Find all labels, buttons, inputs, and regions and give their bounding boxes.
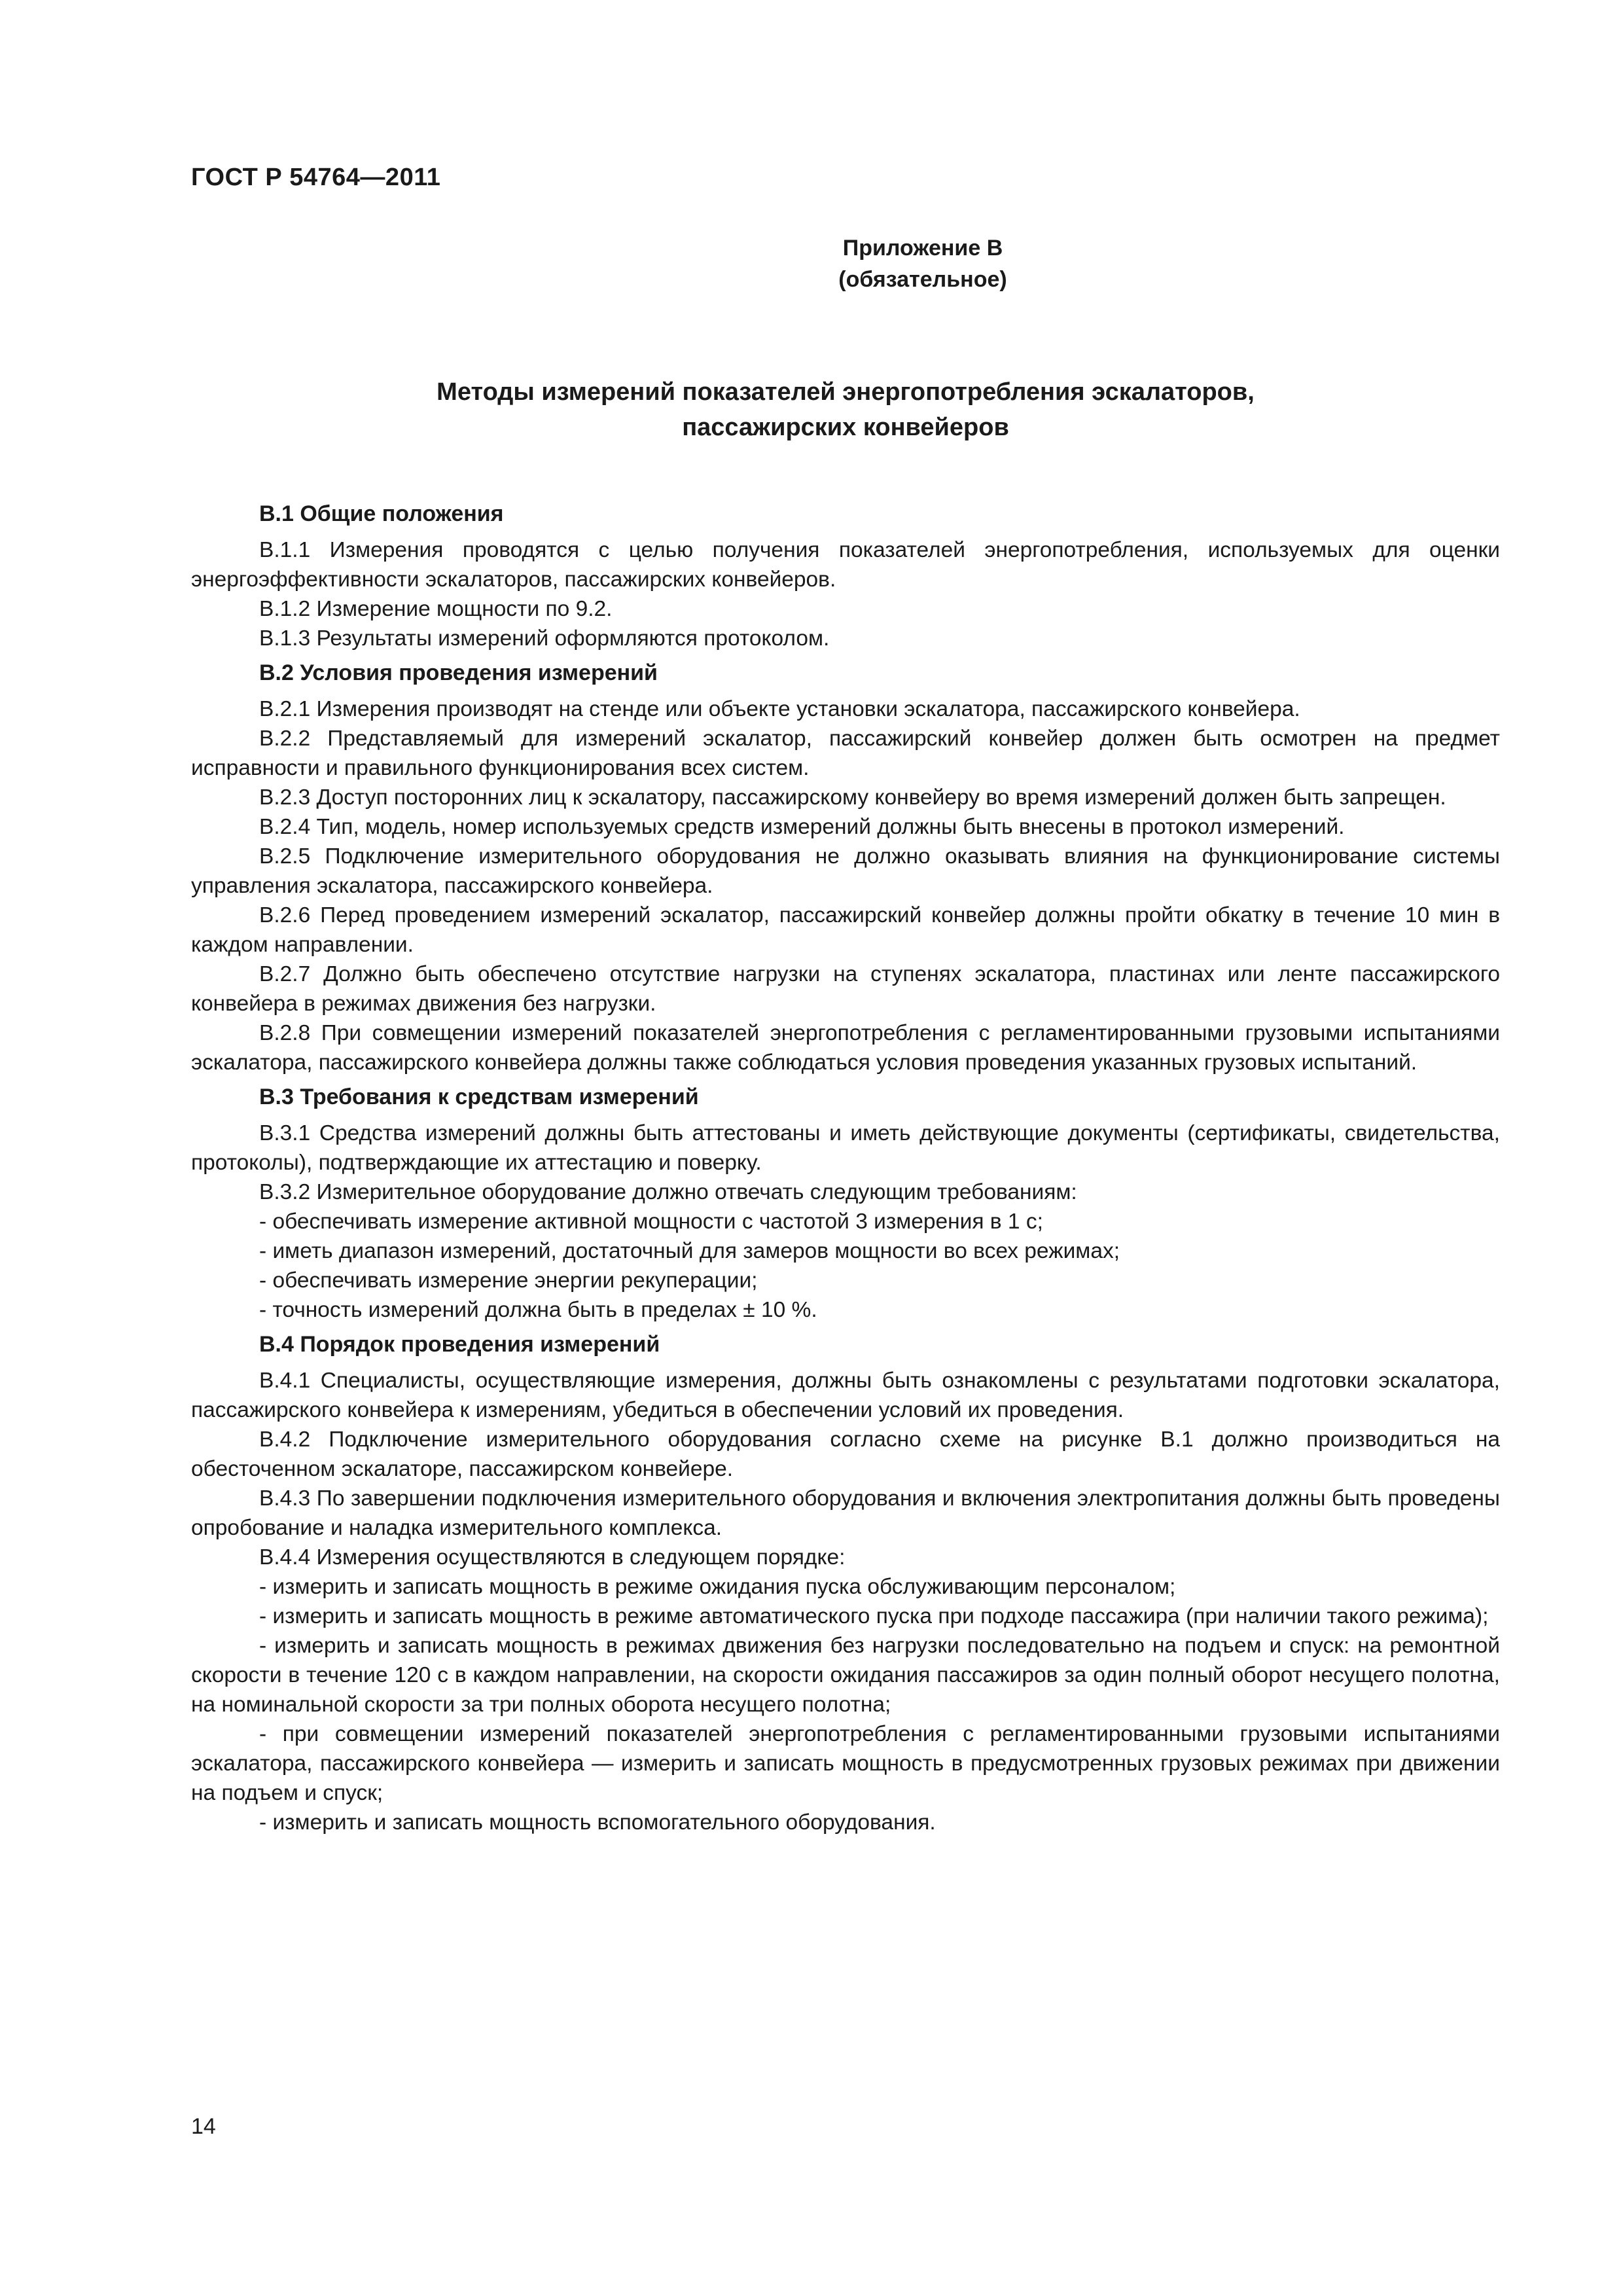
page-title-line-1: Методы измерений показателей энергопотребления эскалаторов, [437, 378, 1255, 406]
section-heading-b1: В.1 Общие положения [259, 501, 504, 526]
paragraph-b1-3: В.1.3 Результаты измерений оформляются протоколом. [259, 626, 830, 651]
paragraph-b4-4: В.4.4 Измерения осуществляются в следующем порядке: [259, 1545, 846, 1570]
list-item: - иметь диапазон измерений, достаточный для замеров мощности во всех режимах; [259, 1239, 1120, 1263]
paragraph-b4-2: В.4.2 Подключение измерительного оборудования согласно схеме на рисунке В.1 должно производиться на обесточенном эскалаторе, пассажирском конвейере. [191, 1427, 1500, 1481]
list-item: - измерить и записать мощность в режимах движения без нагрузки последовательно на подъем и спуск: на ремонтной скорости в течение 120 с в каждом направлении, на скорости ожидания пассажиров за один полный оборот несущего полотна, на номинальной скорости за три полных оборота несущего полотна; [191, 1634, 1500, 1717]
list-item: - обеспечивать измерение активной мощности с частотой 3 измерения в 1 с; [259, 1210, 1043, 1234]
paragraph-b2-4: В.2.4 Тип, модель, номер используемых средств измерений должны быть внесены в протокол измерений. [259, 815, 1345, 839]
list-item: - обеспечивать измерение энергии рекуперации; [259, 1268, 758, 1293]
paragraph-b3-1: В.3.1 Средства измерений должны быть аттестованы и иметь действующие документы (сертификаты, свидетельства, протоколы), подтверждающие их аттестацию и поверку. [191, 1121, 1500, 1175]
paragraph-b2-6: В.2.6 Перед проведением измерений эскалатор, пассажирский конвейер должны пройти обкатку в течение 10 мин в каждом направлении. [191, 903, 1500, 957]
list-item: - точность измерений должна быть в пределах ± 10 %. [259, 1298, 817, 1322]
page-number: 14 [191, 2114, 216, 2139]
list-item: - измерить и записать мощность в режиме ожидания пуска обслуживающим персоналом; [259, 1575, 1176, 1599]
list-item: - при совмещении измерений показателей энергопотребления с регламентированными грузовыми испытаниями эскалатора, пассажирского конвейера — измерить и записать мощность в предусмотренных грузовых режимах при движении на подъем и спуск; [191, 1722, 1500, 1805]
paragraph-b2-1: В.2.1 Измерения производят на стенде или объекте установки эскалатора, пассажирского конвейера. [259, 697, 1300, 721]
paragraph-b2-8: В.2.8 При совмещении измерений показателей энергопотребления с регламентированными грузовыми испытаниями эскалатора, пассажирского конвейера должны также соблюдаться условия проведения указанных грузовых испытаний. [191, 1021, 1500, 1075]
document-body [191, 494, 1500, 1837]
paragraph-b4-3: В.4.3 По завершении подключения измерительного оборудования и включения электропитания должны быть проведены опробование и наладка измерительного комплекса. [191, 1486, 1500, 1540]
document-code: ГОСТ Р 54764—2011 [191, 164, 441, 191]
page-title-line-2: пассажирских конвейеров [682, 414, 1009, 441]
paragraph-b2-2: В.2.2 Представляемый для измерений эскалатор, пассажирский конвейер должен быть осмотрен на предмет исправности и правильного функционирования всех систем. [191, 726, 1500, 780]
paragraph-b2-7: В.2.7 Должно быть обеспечено отсутствие нагрузки на ступенях эскалатора, пластинах или ленте пассажирского конвейера в режимах движения без нагрузки. [191, 962, 1500, 1016]
paragraph-b3-2: В.3.2 Измерительное оборудование должно отвечать следующим требованиям: [259, 1180, 1077, 1204]
section-heading-b4: В.4 Порядок проведения измерений [259, 1332, 660, 1357]
appendix-label [694, 232, 1152, 295]
paragraph-b4-1: В.4.1 Специалисты, осуществляющие измерения, должны быть ознакомлены с результатами подготовки эскалатора, пассажирского конвейера к измерениям, убедиться в обеспечении условий их проведения. [191, 1369, 1500, 1422]
section-heading-b2: В.2 Условия проведения измерений [259, 660, 658, 685]
paragraph-b1-2: В.1.2 Измерение мощности по 9.2. [259, 597, 613, 621]
list-item: - измерить и записать мощность вспомогательного оборудования. [259, 1810, 936, 1835]
paragraph-b1-1: В.1.1 Измерения проводятся с целью получения показателей энергопотребления, используемых для оценки энергоэффективности эскалаторов, пассажирских конвейеров. [191, 538, 1500, 592]
section-heading-b3: В.3 Требования к средствам измерений [259, 1085, 699, 1109]
appendix-title: Приложение В [842, 236, 1003, 260]
paragraph-b2-5: В.2.5 Подключение измерительного оборудования не должно оказывать влияния на функционирование системы управления эскалатора, пассажирского конвейера. [191, 844, 1500, 898]
page-title [191, 374, 1500, 445]
list-item: - измерить и записать мощность в режиме автоматического пуска при подходе пассажира (при наличии такого режима); [259, 1604, 1489, 1628]
appendix-status: (обязательное) [838, 267, 1007, 292]
paragraph-b2-3: В.2.3 Доступ посторонних лиц к эскалатору, пассажирскому конвейеру во время измерений должен быть запрещен. [259, 785, 1446, 810]
